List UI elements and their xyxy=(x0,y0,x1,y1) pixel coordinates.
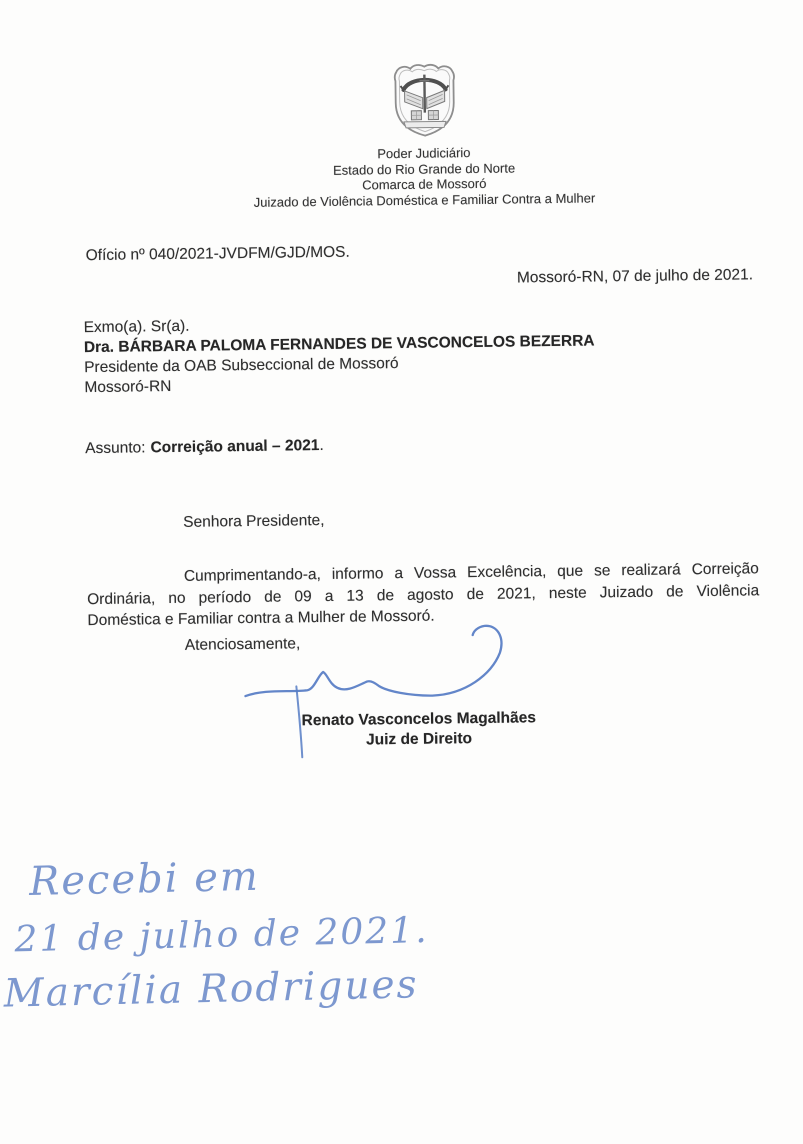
letterhead xyxy=(97,141,751,212)
greeting: Senhora Presidente, xyxy=(183,511,325,531)
addressee-name: Dra. BÁRBARA PALOMA FERNANDES DE VASCONCELOS BEZERRA xyxy=(83,332,595,357)
letterhead-line-2: Estado do Rio Grande do Norte xyxy=(332,159,516,178)
judiciary-coat-of-arms-icon xyxy=(389,61,460,140)
subject-period: . xyxy=(319,437,324,455)
addressee-salutation: Exmo(a). Sr(a). xyxy=(83,317,190,337)
receipt-line-1: Recebi em xyxy=(28,853,261,906)
letterhead-line-1: Poder Judiciário xyxy=(377,145,471,162)
receipt-note xyxy=(0,846,462,1020)
reference-number: Ofício nº 040/2021-JVDFM/GJD/MOS. xyxy=(85,243,350,265)
receipt-line-3: Marcília Rodrigues xyxy=(3,962,420,1017)
body-line: Doméstica e Familiar contra a Mulher de Mossoró. xyxy=(87,607,435,630)
addressee-title: Presidente da OAB Subseccional de Mossoró xyxy=(84,355,399,377)
addressee-city: Mossoró-RN xyxy=(84,377,172,397)
letterhead-line-4: Juizado de Violência Doméstica e Familiar Contra a Mulher xyxy=(253,189,596,210)
receipt-line-2: 21 de julho de 2021. xyxy=(14,909,429,961)
dateline: Mossoró-RN, 07 de julho de 2021. xyxy=(516,266,754,287)
subject-line xyxy=(85,437,324,458)
subject-label: Assunto: xyxy=(85,439,146,458)
closing: Atenciosamente, xyxy=(184,635,301,654)
letterhead-line-3: Comarca de Mossoró xyxy=(362,175,487,193)
signer-block xyxy=(154,706,684,752)
subject-value: Correição anual – 2021 xyxy=(150,437,320,457)
body-line: Cumprimentando-a, informo a Vossa Excelência, que se realizará Correição xyxy=(183,560,759,585)
addressee-block xyxy=(84,311,596,398)
signer-role: Juiz de Direito xyxy=(365,729,473,748)
signer-name: Renato Vasconcelos Magalhães xyxy=(301,709,537,730)
body-line: Ordinária, no período de 09 a 13 de agosto de 2021, neste Juizado de Violência xyxy=(87,581,760,608)
